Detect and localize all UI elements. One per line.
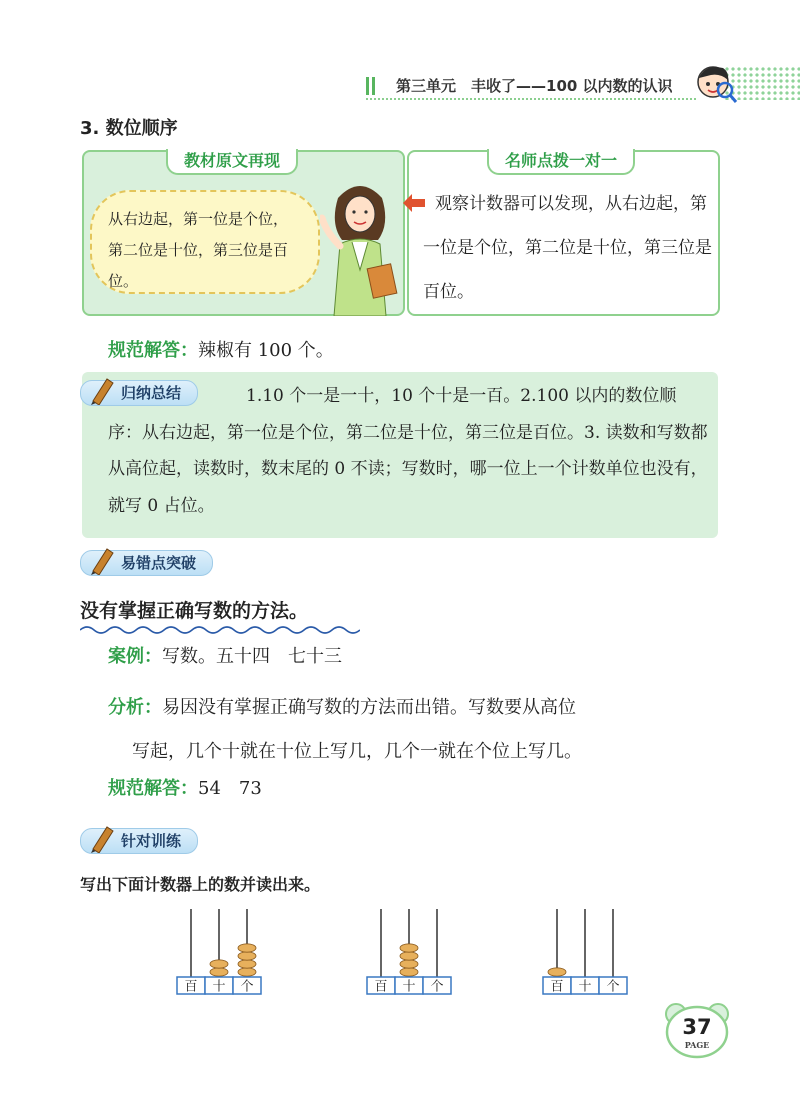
page-label: PAGE — [684, 1040, 710, 1050]
abacus-1 — [174, 905, 264, 997]
abacus-bead — [210, 960, 228, 968]
abacus-place-label: 百 — [184, 979, 198, 995]
practice-ribbon — [80, 828, 198, 854]
standard-answer-2-text: 54 73 — [198, 778, 262, 799]
analysis-text-2: 写起，几个十就在十位上写几，几个一就在个位上写几。 — [132, 741, 582, 762]
mistake-title: 没有掌握正确写数的方法。 — [80, 600, 309, 622]
header-divider — [366, 98, 696, 100]
teacher-tip-text: 观察计数器可以发现，从右边起，第一位是个位，第二位是十位，第三位是百位。 — [423, 194, 712, 302]
abacus-3 — [540, 905, 630, 997]
abacus-place-label: 十 — [212, 979, 226, 995]
section-title: 3. 数位顺序 — [80, 118, 178, 139]
mascot-magnifier-icon — [695, 64, 739, 106]
summary-text: 1.10 个一是一十，10 个十是一百。2.100 以内的数位顺序：从右边起，第一位是个位，第二位是十位，第三位是百位。3. 读数和写数都从高位起，读数时，数末尾的 0 不读；写数时，哪一位上一个计数单位也没有，就写 0 占位。 — [108, 386, 708, 516]
summary-ribbon-label: 归纳总结 — [121, 384, 182, 402]
abacus-bead — [400, 968, 418, 976]
abacus-place-label: 百 — [550, 979, 564, 995]
standard-answer-label: 规范解答： — [108, 340, 198, 361]
teacher-tip-panel — [407, 150, 720, 316]
arrow-icon — [403, 194, 425, 212]
practice-task: 写出下面计数器上的数并读出来。 — [80, 875, 321, 894]
header-stripes — [366, 77, 378, 95]
wavy-underline — [80, 624, 360, 636]
standard-answer-text: 辣椒有 100 个。 — [198, 340, 334, 361]
standard-answer-2 — [108, 774, 262, 800]
abacus-bead — [238, 952, 256, 960]
abacus-bead — [238, 944, 256, 952]
abacus-bead — [400, 944, 418, 952]
abacus-place-label: 个 — [240, 979, 254, 995]
abacus-bead — [210, 968, 228, 976]
abacus-bead — [400, 960, 418, 968]
teacher-tip-panel-tab: 名师点拨一对一 — [487, 149, 635, 175]
unit-title: 第三单元 丰收了——100 以内数的认识 — [396, 77, 673, 95]
pencil-icon — [87, 375, 115, 405]
analysis-label: 分析： — [108, 697, 162, 718]
abacus-place-label: 个 — [606, 979, 620, 995]
standard-answer-2-label: 规范解答： — [108, 778, 198, 799]
case-label: 案例： — [108, 646, 162, 667]
textbook-panel-tab: 教材原文再现 — [166, 149, 298, 175]
summary-ribbon — [80, 380, 198, 406]
case-text: 写数。五十四 七十三 — [162, 646, 342, 667]
abacus-place-label: 十 — [578, 979, 592, 995]
abacus-bead — [238, 968, 256, 976]
teacher-illustration — [320, 180, 400, 316]
analysis-text-1: 易因没有掌握正确写数的方法而出错。写数要从高位 — [162, 697, 576, 718]
abacus-bead — [238, 960, 256, 968]
case-line — [108, 642, 342, 668]
standard-answer-1 — [108, 336, 334, 362]
analysis-block — [108, 686, 728, 774]
practice-ribbon-label: 针对训练 — [121, 832, 182, 850]
mistakes-ribbon-label: 易错点突破 — [121, 554, 197, 572]
pencil-icon — [87, 823, 115, 853]
abacus-place-label: 个 — [430, 979, 444, 995]
textbook-panel — [82, 150, 405, 316]
abacus-place-label: 百 — [374, 979, 388, 995]
abacus-place-label: 十 — [402, 979, 416, 995]
abacus-bead — [400, 952, 418, 960]
abacus-2 — [364, 905, 454, 997]
mistakes-ribbon — [80, 550, 213, 576]
pencil-icon — [87, 545, 115, 575]
page-number-badge — [662, 1000, 732, 1060]
page-number: 37 — [682, 1015, 712, 1039]
abacus-bead — [548, 968, 566, 976]
speech-bubble: 从右边起，第一位是个位，第二位是十位，第三位是百位。 — [90, 190, 320, 294]
